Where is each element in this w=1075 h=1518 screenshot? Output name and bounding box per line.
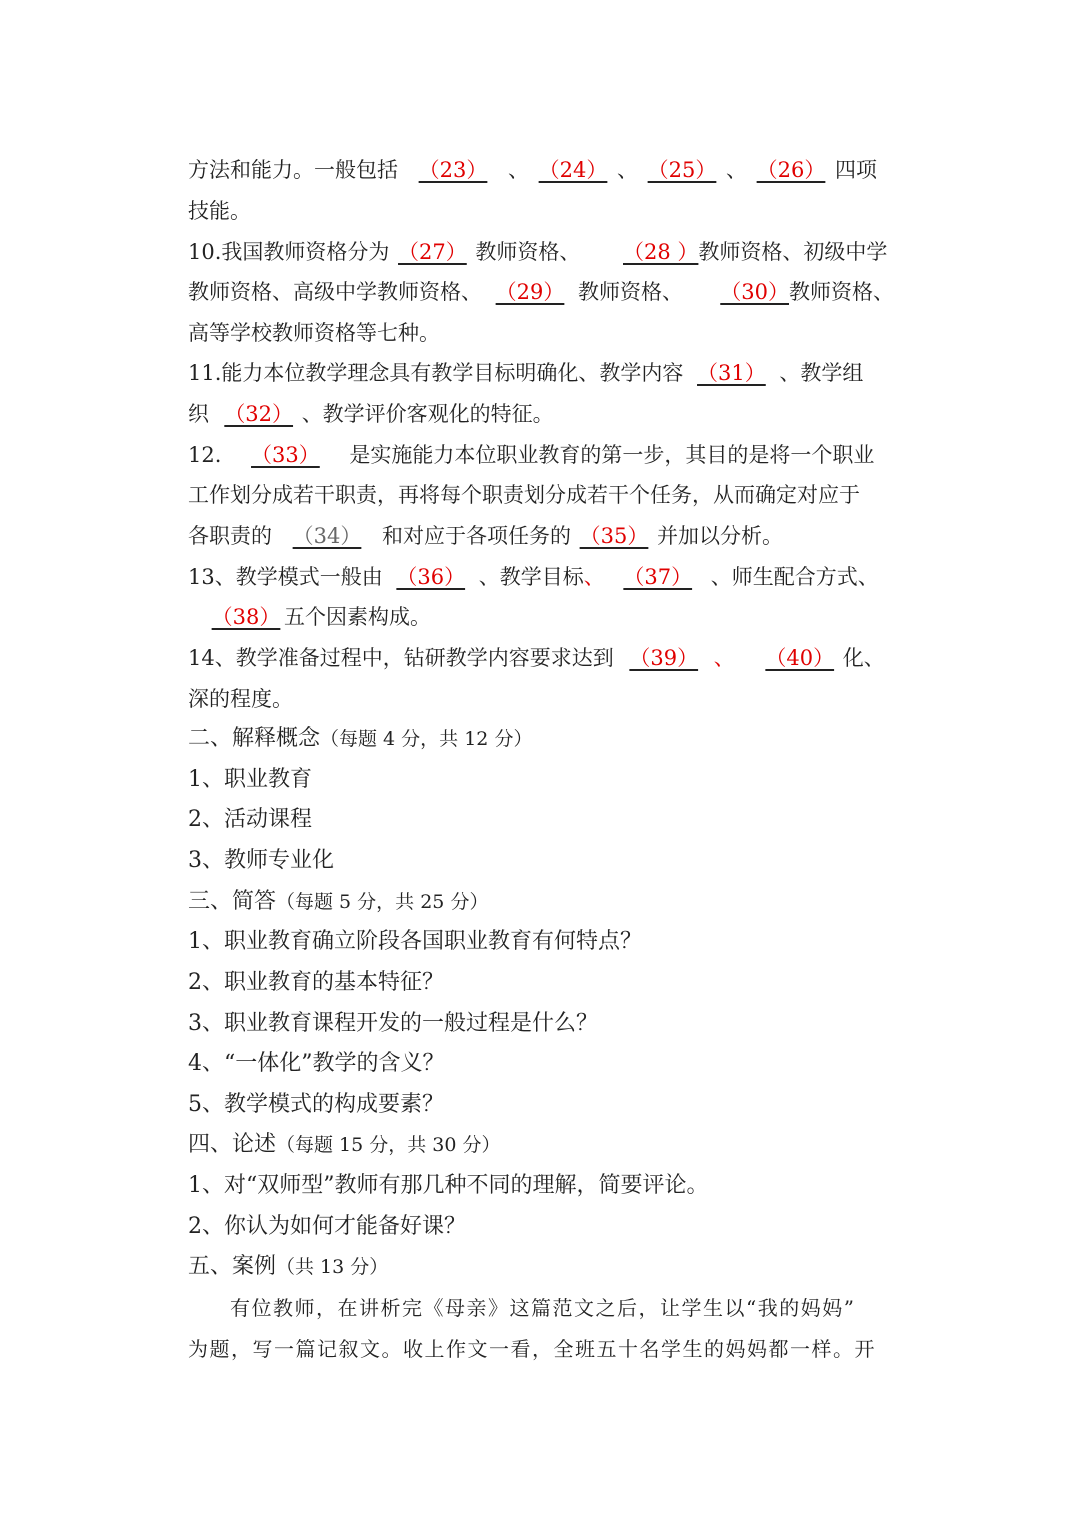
- q9-text: 方法和能力。一般包括: [188, 158, 398, 182]
- section3-item: 2、职业教育的基本特征？: [188, 970, 444, 995]
- section2-note: （每题 4 分，共 12 分）: [320, 728, 533, 750]
- blank-37: （37）: [623, 565, 693, 589]
- blank-39: （39）: [629, 646, 699, 670]
- q10-line-2: [188, 277, 894, 307]
- q11-line-1: [188, 358, 863, 388]
- section3-item: 4、“一体化”教学的含义？: [188, 1051, 445, 1076]
- q13-mid1: 、教学目标: [478, 565, 584, 589]
- q10-line2-pre: 教师资格、高级中学教师资格、: [188, 280, 482, 304]
- section4-heading: [188, 1130, 501, 1160]
- case-paragraph-line-2: 为题，写一篇记叙文。收上作文一看，全班五十名学生的妈妈都一样。开: [188, 1337, 876, 1361]
- separator: 、: [726, 158, 747, 182]
- q12-line-3: [188, 521, 783, 551]
- section2-item: 2、活动课程: [188, 807, 312, 832]
- q13-mid2: 、师生配合方式、: [710, 565, 879, 589]
- q13-line-1: [188, 562, 879, 592]
- separator: 、: [508, 158, 529, 182]
- section3-note: （每题 5 分，共 25 分）: [276, 891, 489, 913]
- q12-line3-pre: 各职责的: [188, 524, 272, 548]
- q14-post: 化、: [842, 646, 885, 670]
- q12-line3-mid: 和对应于各项任务的: [382, 524, 571, 548]
- q9-post: 四项: [835, 158, 877, 182]
- q10-mid3: 教师资格、: [578, 280, 683, 304]
- q9-line-2: 技能。: [188, 199, 251, 223]
- section3-item: 1、职业教育确立阶段各国职业教育有何特点？: [188, 929, 642, 954]
- section3-heading: [188, 887, 488, 917]
- section3-item: 5、教学模式的构成要素？: [188, 1092, 444, 1117]
- q10-mid1: 教师资格、: [475, 240, 581, 264]
- blank-23: （23）: [418, 158, 488, 182]
- blank-38: （38）: [211, 605, 281, 629]
- q10-line-3: 高等学校教师资格等七种。: [188, 321, 440, 345]
- q14-line-1: [188, 643, 885, 673]
- section3-title: 三、简答: [188, 889, 277, 914]
- section2-title: 二、解释概念: [188, 726, 321, 751]
- q13-text: 13、教学模式一般由: [188, 565, 383, 589]
- q10-line-1: [188, 237, 887, 267]
- q12-text: 12.: [188, 443, 222, 467]
- separator: 、: [583, 565, 605, 589]
- q14-text: 14、教学准备过程中，钻研教学内容要求达到: [188, 646, 614, 670]
- q14-line-2: 深的程度。: [188, 687, 293, 711]
- blank-25: （25）: [647, 158, 717, 182]
- q11-mid: 、教学组: [779, 361, 864, 385]
- section2-item: 3、教师专业化: [188, 848, 334, 873]
- blank-35: （35）: [579, 524, 649, 548]
- blank-29: （29）: [495, 280, 565, 304]
- q9-line-1: [188, 155, 877, 185]
- q12-line-1: [188, 440, 874, 470]
- section5-note: （共 13 分）: [276, 1256, 389, 1278]
- q11-line2-pre: 织: [188, 402, 216, 426]
- blank-26: （26）: [756, 158, 826, 182]
- blank-31: （31）: [697, 361, 766, 385]
- section2-item: 1、职业教育: [188, 767, 312, 792]
- section5-title: 五、案例: [188, 1254, 277, 1279]
- blank-40: （40）: [765, 646, 835, 670]
- section2-heading: [188, 724, 532, 754]
- separator: 、: [713, 646, 735, 670]
- q13-line-2: [208, 602, 431, 632]
- blank-30: （30）: [720, 280, 789, 304]
- q13-line2-post: 五个因素构成。: [284, 605, 431, 629]
- q12-line-2: 工作划分成若干职责，再将每个职责划分成若干个任务，从而确定对应于: [188, 483, 860, 507]
- blank-34: （34）: [292, 524, 362, 548]
- q12-post: 是实施能力本位职业教育的第一步，其目的是将一个职业: [349, 443, 875, 467]
- section4-item: 1、对“双师型”教师有那几种不同的理解，简要评论。: [188, 1173, 709, 1198]
- case-paragraph-line-1: 有位教师，在讲析完《母亲》这篇范文之后，让学生以“我的妈妈”: [230, 1296, 856, 1320]
- q10-mid4: 教师资格、: [789, 280, 894, 304]
- q11-text: 11.能力本位教学理念具有教学目标明确化、教学内容: [188, 361, 684, 385]
- section4-item: 2、你认为如何才能备好课？: [188, 1214, 466, 1239]
- section4-note: （每题 15 分，共 30 分）: [276, 1134, 501, 1156]
- blank-24: （24）: [538, 158, 608, 182]
- separator: 、: [617, 158, 638, 182]
- section3-item: 3、职业教育课程开发的一般过程是什么？: [188, 1011, 598, 1036]
- blank-28: （28 ）: [623, 240, 699, 264]
- q11-line-2: [188, 399, 554, 429]
- section4-title: 四、论述: [188, 1132, 277, 1157]
- blank-36: （36）: [396, 565, 466, 589]
- section5-heading: [188, 1252, 388, 1282]
- q10-text: 10.我国教师资格分为: [188, 240, 390, 264]
- blank-27: （27）: [398, 240, 467, 264]
- blank-33: （33）: [251, 443, 320, 467]
- q10-mid2: 教师资格、初级中学: [698, 240, 888, 264]
- blank-32: （32）: [224, 402, 294, 426]
- q11-line2-post: 、教学评价客观化的特征。: [301, 402, 554, 426]
- q12-line3-post: 并加以分析。: [657, 524, 783, 548]
